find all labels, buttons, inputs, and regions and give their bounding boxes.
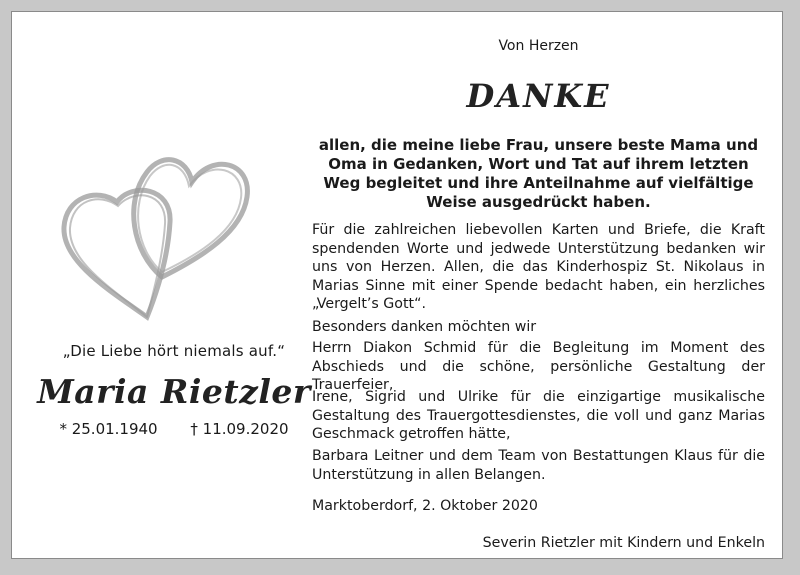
danke-heading: DANKE [466, 77, 611, 115]
memorial-quote: „Die Liebe hört niemals auf.“ [62, 342, 286, 360]
paragraph-diakon: Herrn Diakon Schmid für die Begleitung im Moment des Abschieds und die schöne, persönliche Gestaltung der Trauerfeier, [312, 340, 765, 393]
paragraph-musicians: Irene, Sigrid und Ulrike für die einzigartige musikalische Gestaltung des Trauergottesdienstes, die voll und ganz Marias Geschmack getroffen hätte, [312, 389, 765, 442]
paragraph-funeral-home: Barbara Leitner und dem Team von Bestattungen Klaus für die Unterstützung in allen Belangen. [312, 448, 765, 483]
signature: Severin Rietzler mit Kindern und Enkeln [482, 535, 765, 551]
birth-date: * 25.01.1940 [59, 420, 158, 438]
two-hearts-icon [52, 142, 252, 322]
paragraph-thanks-cards: Für die zahlreichen liebevollen Karten und Briefe, die Kraft spendenden Worte und jedwede Unterstützung bedanken wir uns von Herzen. Allen, die das Kinderhospiz St. Nikolaus in Marias Sinne mit einer Spende bedacht haben, ein herzliches „Vergelt’s Gott“. [312, 222, 765, 312]
von-herzen-text: Von Herzen [498, 38, 579, 54]
paragraph-special-thanks: Besonders danken möchten wir [312, 319, 537, 335]
deceased-name: Maria Rietzler [37, 372, 311, 411]
death-date: † 11.09.2020 [190, 420, 289, 438]
life-dates [34, 420, 314, 438]
place-date: Marktoberdorf, 2. Oktober 2020 [312, 498, 538, 514]
intro-text: allen, die meine liebe Frau, unsere beste Mama und Oma in Gedanken, Wort und Tat auf ihrem letzten Weg begleitet und ihre Anteilnahme auf vielfältige Weise ausgedrückt haben. [318, 136, 759, 211]
notice-card [11, 11, 783, 559]
